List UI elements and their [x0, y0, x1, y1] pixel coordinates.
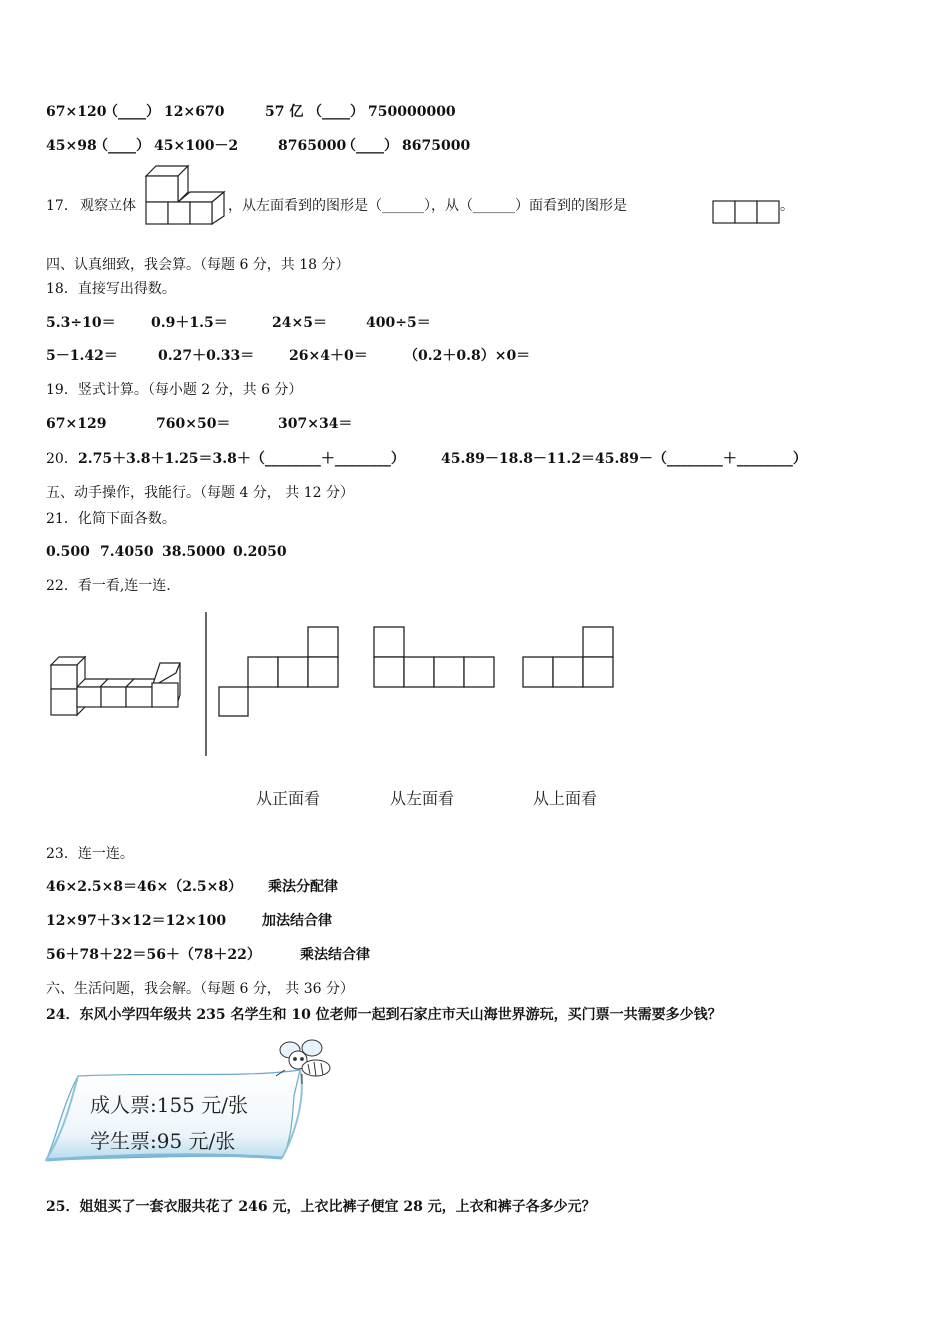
q17-text: 。: [780, 198, 794, 214]
q17-cube-figure: [144, 164, 230, 226]
q18-item: 5－1.42＝: [46, 348, 118, 364]
section-6-heading: 六、生活问题，我会解。（每题 6 分， 共 36 分）: [46, 981, 354, 997]
q21-item: 7.4050: [100, 544, 154, 560]
q16-blank[interactable]: （____）: [94, 138, 150, 154]
q23-expression: 56＋78＋22＝56＋（78＋22）: [46, 947, 261, 963]
q18-item: 0.27＋0.33＝: [158, 348, 255, 364]
q22-caption-left: 从左面看: [390, 789, 455, 808]
q17-top-view-figure: [712, 199, 782, 225]
q17-text: 观察立体: [80, 198, 136, 214]
q21-title: 21．化简下面各数。: [46, 511, 176, 527]
q20-part: 45.89－18.8－11.2＝45.89－（________＋________）: [441, 451, 807, 467]
q20-part: 2.75＋3.8＋1.25＝3.8＋（________＋________）: [78, 451, 405, 467]
q22-view-c: [522, 626, 616, 688]
section-5-heading: 五、动手操作，我能行。（每题 4 分， 共 12 分）: [46, 485, 354, 501]
q23-title: 23．连一连。: [46, 846, 134, 862]
q16-expr-c: 8675000: [402, 138, 471, 154]
q21-item: 0.500: [46, 544, 90, 560]
q16-expr-c: 45×100－2: [154, 138, 239, 154]
q18-item: （0.2＋0.8）×0＝: [404, 348, 531, 364]
q19-item: 67×129: [46, 416, 107, 432]
q19-title: 19．竖式计算。（每小题 2 分，共 6 分）: [46, 382, 303, 398]
q21-item: 38.5000: [162, 544, 226, 560]
q22-divider: [204, 612, 208, 756]
q22-caption-front: 从正面看: [256, 789, 321, 808]
adult-ticket-price: 成人票:155 元/张: [90, 1093, 249, 1117]
q18-item: 5.3÷10＝: [46, 315, 116, 331]
q22-title: 22．看一看,连一连.: [46, 578, 171, 594]
q20-number: 20．: [46, 451, 78, 467]
q22-caption-top: 从上面看: [533, 789, 598, 808]
q18-item: 400÷5＝: [366, 315, 431, 331]
q16-expr-a: 8765000: [278, 138, 347, 154]
q23-law: 乘法结合律: [300, 947, 370, 963]
q18-item: 26×4＋0＝: [289, 348, 368, 364]
section-4-heading: 四、认真细致，我会算。（每题 6 分，共 18 分）: [46, 257, 350, 273]
q17-number: 17．: [46, 198, 78, 214]
q16-blank[interactable]: （____）: [308, 104, 364, 120]
q23-expression: 12×97＋3×12＝12×100: [46, 913, 227, 929]
q22-view-a: [218, 626, 340, 718]
q23-expression: 46×2.5×8＝46×（2.5×8）: [46, 879, 243, 895]
q16-expr-c: 12×670: [164, 104, 225, 120]
q23-law: 加法结合律: [262, 913, 332, 929]
q19-item: 760×50＝: [156, 416, 231, 432]
q16-expr-a: 57 亿: [265, 104, 304, 120]
q16-expr-c: 750000000: [368, 104, 456, 120]
q19-item: 307×34＝: [278, 416, 353, 432]
q22-cube-figure: [48, 653, 184, 719]
q17-text: ，从左面看到的图形是（______），从（______）面看到的图形是: [228, 198, 627, 214]
q18-item: 24×5＝: [272, 315, 327, 331]
q23-law: 乘法分配律: [268, 879, 338, 895]
q16-blank[interactable]: （____）: [104, 104, 160, 120]
q18-title: 18．直接写出得数。: [46, 281, 176, 297]
q16-blank[interactable]: （____）: [342, 138, 398, 154]
q21-item: 0.2050: [233, 544, 287, 560]
q24-text: 24．东风小学四年级共 235 名学生和 10 位老师一起到石家庄市天山海世界游玩，买门票一共需要多少钱？: [46, 1007, 722, 1023]
q16-expr-a: 45×98: [46, 138, 97, 154]
q25-text: 25．姐姐买了一套衣服共花了 246 元，上衣比裤子便宜 28 元，上衣和裤子各多少元？: [46, 1199, 596, 1215]
q22-view-b: [373, 626, 497, 688]
q18-item: 0.9＋1.5＝: [151, 315, 228, 331]
student-ticket-price: 学生票:95 元/张: [90, 1129, 236, 1153]
q16-expr-a: 67×120: [46, 104, 107, 120]
